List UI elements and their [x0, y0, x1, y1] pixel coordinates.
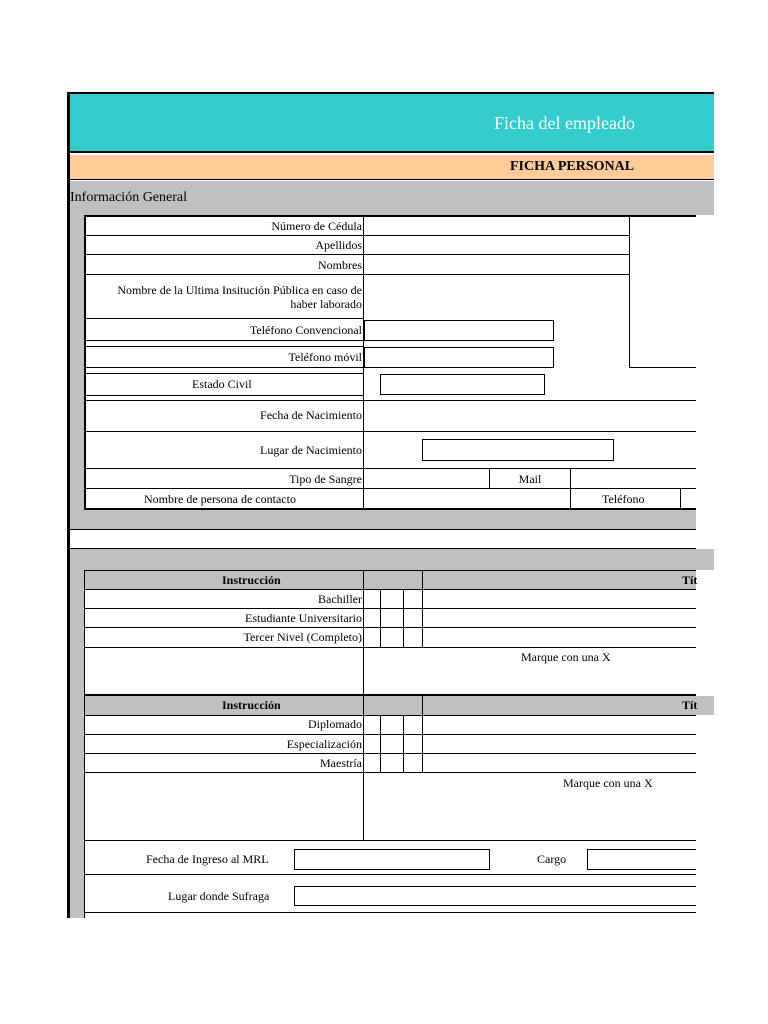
row-line	[84, 647, 696, 648]
lugar-nacimiento-label: Lugar de Nacimiento	[260, 443, 362, 457]
fecha-nacimiento-label: Fecha de Nacimiento	[260, 408, 362, 422]
lugar-nacimiento-input[interactable]	[422, 439, 614, 461]
row-line	[84, 367, 363, 368]
telefono-convencional-label: Teléfono Convencional	[249, 323, 362, 337]
row-line	[84, 753, 696, 754]
page-title: Ficha del empleado	[494, 113, 635, 133]
education-section-band	[70, 549, 714, 570]
work-left-gutter	[70, 840, 84, 918]
especializacion-label: Especialización	[286, 737, 362, 751]
fecha-ingreso-label: Fecha de Ingreso al MRL	[146, 852, 269, 866]
row-line	[84, 608, 696, 609]
row-line	[84, 772, 696, 773]
row-line	[84, 254, 630, 255]
separator-line	[70, 529, 696, 530]
mail-label: Mail	[518, 472, 542, 486]
telefono-movil-label: Teléfono móvil	[288, 350, 362, 364]
lugar-sufraga-label: Lugar donde Sufraga	[168, 889, 270, 903]
row-line	[84, 400, 696, 401]
row-line	[84, 395, 363, 396]
telefono-movil-input[interactable]	[364, 347, 554, 368]
education-1-header	[85, 571, 696, 589]
telefono-divider	[680, 488, 681, 509]
education-left-gutter	[70, 570, 84, 840]
col-line	[380, 715, 381, 773]
titulo-header-2: Tít	[682, 698, 698, 712]
telefono-convencional-input[interactable]	[364, 320, 554, 341]
general-table-left-gutter	[70, 215, 84, 511]
col-line	[422, 570, 423, 648]
fecha-ingreso-input[interactable]	[294, 849, 490, 870]
mail-divider	[570, 468, 571, 509]
row-line	[84, 431, 696, 432]
estado-civil-label: Estado Civil	[192, 377, 252, 391]
estado-civil-input[interactable]	[380, 374, 545, 395]
row-line	[84, 274, 630, 275]
row-line	[84, 734, 696, 735]
row-line	[84, 318, 363, 319]
titulo-header: Tít	[682, 573, 698, 587]
marque-x-note-2: Marque con una X	[563, 776, 653, 790]
row-line	[84, 488, 696, 489]
row-line	[84, 715, 696, 716]
col-line	[363, 695, 364, 841]
bachiller-label: Bachiller	[318, 592, 362, 606]
row-line	[84, 235, 630, 236]
tipo-sangre-label: Tipo de Sangre	[289, 472, 362, 486]
lugar-sufraga-input[interactable]	[294, 886, 696, 906]
general-table-bottom-band	[70, 509, 696, 529]
photo-box-left	[629, 216, 630, 368]
left-border-line	[84, 840, 85, 918]
subheader-title: FICHA PERSONAL	[510, 159, 635, 174]
left-border-line	[84, 695, 85, 841]
marque-x-note: Marque con una X	[521, 650, 611, 664]
row-line	[84, 340, 363, 341]
row-line	[84, 840, 696, 841]
institucion-label: Nombre de la Ultima Insitución Pública en caso de	[117, 283, 362, 297]
general-section-title: Información General	[70, 190, 187, 205]
col-line	[403, 589, 404, 648]
tercer-nivel-label: Tercer Nivel (Completo)	[243, 630, 362, 644]
row-line	[84, 346, 363, 347]
telefono-label: Teléfono	[602, 492, 645, 506]
photo-box-bottom	[629, 367, 696, 368]
row-line	[84, 627, 696, 628]
row-line	[84, 468, 696, 469]
row-line	[84, 874, 696, 875]
contacto-label: Nombre de persona de contacto	[144, 492, 296, 506]
apellidos-label: Apellidos	[315, 238, 362, 252]
cargo-input[interactable]	[587, 849, 696, 870]
maestria-label: Maestría	[320, 756, 362, 770]
institucion-label-2: haber laborado	[290, 297, 362, 311]
cargo-label: Cargo	[537, 852, 567, 866]
diplomado-label: Diplomado	[308, 717, 362, 731]
nombres-label: Nombres	[318, 258, 362, 272]
instruccion-header: Instrucción	[222, 573, 281, 587]
instruccion-header-2: Instrucción	[222, 698, 281, 712]
row-line	[84, 373, 363, 374]
bachiller-checkbox[interactable]	[381, 590, 403, 608]
estudiante-universitario-label: Estudiante Universitario	[245, 611, 362, 625]
col-line	[403, 715, 404, 773]
education-2-header	[85, 696, 714, 715]
cedula-label: Número de Cédula	[271, 219, 362, 233]
row-line	[84, 912, 696, 913]
